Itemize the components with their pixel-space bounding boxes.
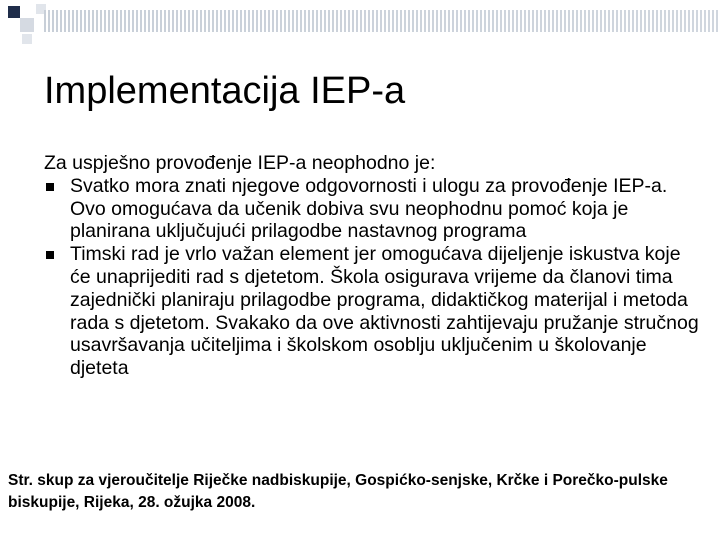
bullet-text: Timski rad je vrlo važan element jer omogućava dijeljenje iskustva koje će unaprijediti rad s djetetom. Škola osigurava vrijeme da članovi tima zajednički planiraju prilagodbe programa, didaktičkog materijal i metoda rada s djetetom. Svakako da ove aktivnosti zahtijevaju pružanje stručnog usavršavanja učiteljima i školskom osoblju uključenim u školovanje djeteta [70, 243, 699, 380]
light-square-icon [20, 18, 34, 32]
bullet-item [44, 175, 704, 243]
slide-title: Implementacija IEP-a [44, 70, 406, 112]
bullet-list [44, 175, 704, 380]
light-square-icon [22, 34, 32, 44]
slide-body [44, 152, 704, 380]
dark-square-icon [8, 6, 20, 18]
bullet-item [44, 243, 704, 380]
footer-citation: Str. skup za vjeroučitelje Riječke nadbiskupije, Gospićko-senjske, Krčke i Porečko-pulske biskupije, Rijeka, 28. ožujka 2008. [8, 472, 668, 511]
square-bullet-icon [46, 251, 54, 259]
header-stripe-decoration [44, 10, 720, 32]
bullet-text: Svatko mora znati njegove odgovornosti i ulogu za provođenje IEP-a. Ovo omogućava da učenik dobiva svu neophodnu pomoć koja je planirana uključujući prilagodbe nastavnog programa [70, 174, 668, 243]
square-bullet-icon [46, 183, 54, 191]
intro-text: Za uspješno provođenje IEP-a neophodno je: [44, 152, 436, 174]
